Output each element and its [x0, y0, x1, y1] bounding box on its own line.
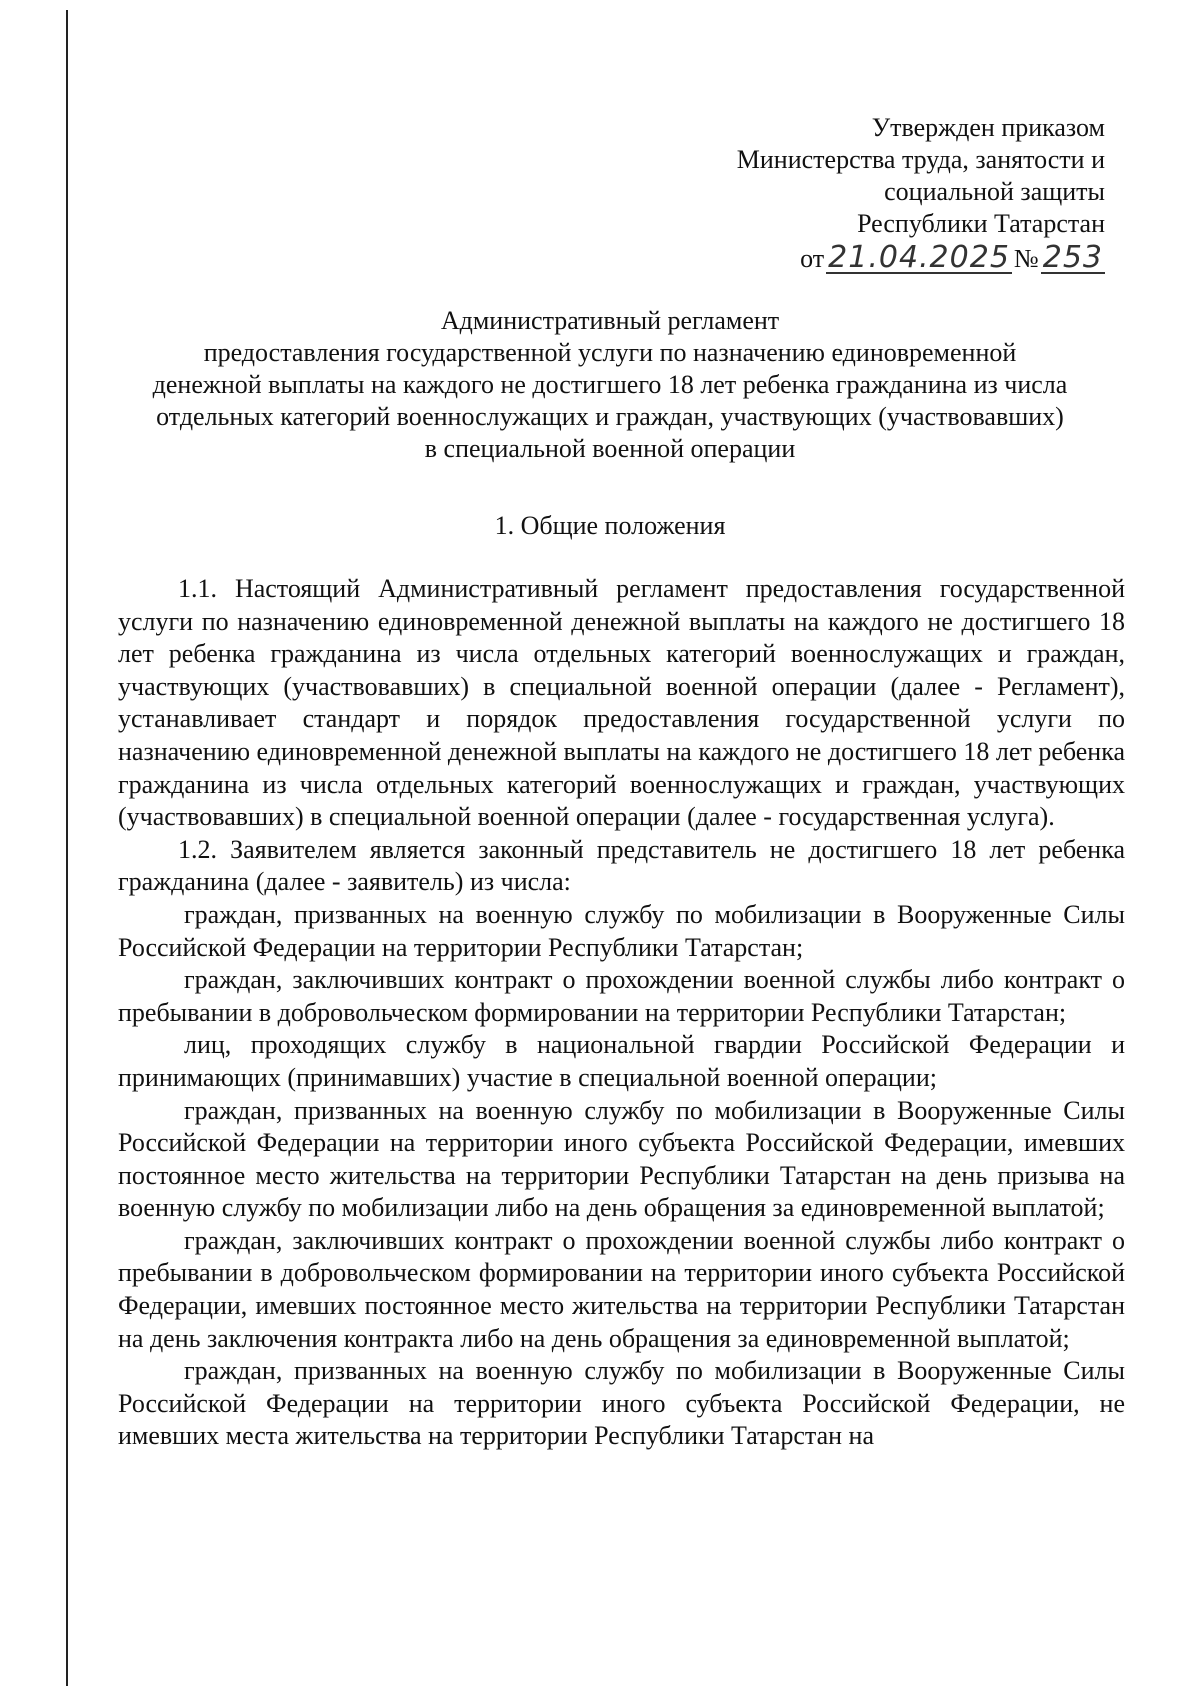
- approval-line-1: Утвержден приказом: [871, 113, 1105, 142]
- list-item-national-guard: лиц, проходящих службу в национальной гвардии Российской Федерации и принимающих (принимавших) участие в специальной военной операции;: [118, 1030, 1125, 1092]
- approval-line-4: Республики Татарстан: [857, 209, 1105, 238]
- page-binding-edge: [66, 10, 68, 1686]
- section-heading: 1. Общие положения: [494, 511, 726, 540]
- paragraph-1-2: 1.2. Заявителем является законный представитель не достигшего 18 лет ребенка гражданина (далее - заявитель) из числа:: [118, 834, 1125, 897]
- title-line-3: денежной выплаты на каждого не достигшего 18 лет ребенка гражданина из числа: [152, 370, 1068, 399]
- list-item-contract-other-region: граждан, заключивших контракт о прохождении военной службы либо контракт о пребывании в добровольческом формировании на территории иного субъекта Российской Федерации, имевших постоянное место жительства на территории Республики Татарстан на день заключения контракта либо на день обращения за единовременной выплатой;: [118, 1225, 1125, 1353]
- document-body: [118, 573, 1125, 1453]
- document-title: [105, 305, 1115, 465]
- list-item-mobilized-other-region: граждан, призванных на военную службу по мобилизации в Вооруженные Силы Российской Федерации на территории иного субъекта Российской Федерации, имевших постоянное место жительства на территории Республики Татарстан на день призыва на военную службу по мобилизации либо на день обращения за единовременной выплатой;: [118, 1095, 1125, 1223]
- approval-line-2: Министерства труда, занятости и: [736, 145, 1105, 174]
- list-item-mobilized-nonresident: граждан, призванных на военную службу по мобилизации в Вооруженные Силы Российской Федерации на территории иного субъекта Российской Федерации, не имевших места жительства на территории Республики Татарстан на: [118, 1356, 1125, 1451]
- list-item-contract-rt: граждан, заключивших контракт о прохождении военной службы либо контракт о пребывании в добровольческом формировании на территории Республики Татарстан;: [118, 965, 1125, 1027]
- list-item-mobilized-rt: граждан, призванных на военную службу по мобилизации в Вооруженные Силы Российской Федерации на территории Республики Татарстан;: [118, 899, 1125, 962]
- title-line-5: в специальной военной операции: [424, 434, 796, 463]
- approval-date-line: [585, 240, 1105, 278]
- number-prefix: №: [1013, 244, 1039, 273]
- handwritten-number: 253: [1042, 240, 1103, 275]
- title-line-4: отдельных категорий военнослужащих и граждан, участвующих (участвовавших): [156, 402, 1064, 431]
- approval-line-3: социальной защиты: [884, 177, 1105, 206]
- handwritten-date: 21.04.2025: [828, 240, 1010, 275]
- title-line-2: предоставления государственной услуги по назначению единовременной: [203, 338, 1017, 367]
- paragraph-1-1: 1.1. Настоящий Административный регламент предоставления государственной услуги по назначению единовременной денежной выплаты на каждого не достигшего 18 лет ребенка гражданина из числа отдельных категорий военнослужащих и граждан, участвующих (участвовавших) в специальной военной операции (далее - Регламент), устанавливает стандарт и порядок предоставления государственной услуги по назначению единовременной денежной выплаты на каждого не достигшего 18 лет ребенка гражданина из числа отдельных категорий военнослужащих и граждан, участвующих (участвовавших) в специальной военной операции (далее - государственная услуга).: [118, 574, 1125, 832]
- approval-stamp-block: [585, 112, 1105, 278]
- date-prefix: от: [800, 244, 825, 273]
- title-line-1: Административный регламент: [440, 306, 780, 335]
